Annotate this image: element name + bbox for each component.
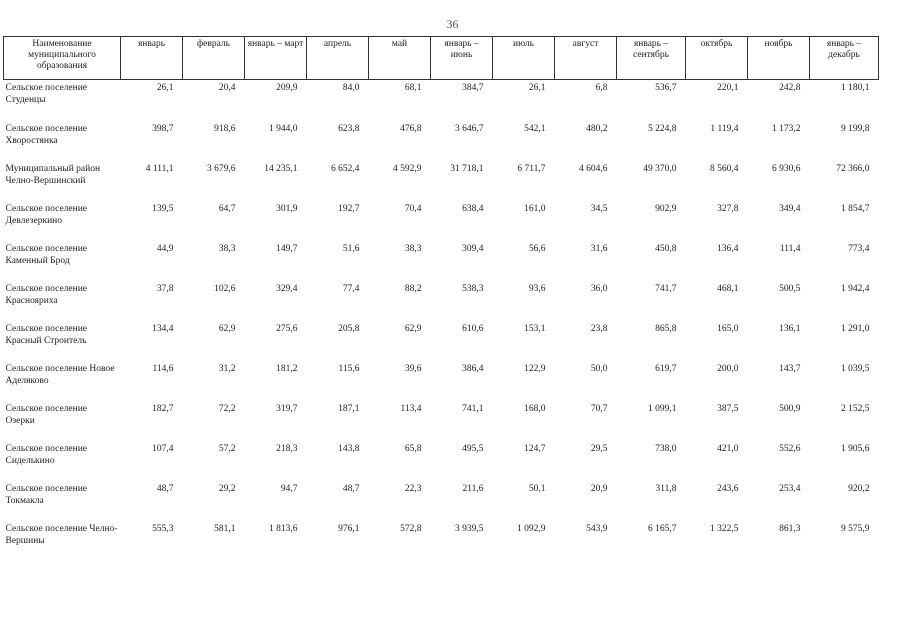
column-header-month: октябрь [686,37,748,80]
table-cell-value: 301,9 [276,204,298,214]
table-cell-value: 920,2 [848,484,870,494]
table-cell-value: 741,1 [462,404,484,414]
table-cell-value: 37,8 [156,284,174,294]
municipality-name: Сельское поселение Краснояриха [5,284,88,306]
column-header-month: январь – март [245,37,307,80]
data-table [3,36,879,563]
table-cell-value: 181,2 [276,364,298,374]
table-cell-value: 918,6 [214,124,236,134]
table-cell-value: 902,9 [655,204,677,214]
table-row [4,403,879,443]
header-row [4,37,879,80]
table-cell-value: 275,6 [276,324,298,334]
municipality-name: Сельское поселение Челно-Вершины [5,524,118,546]
table-cell-value: 51,6 [342,244,360,254]
table-cell-value: 6 930,6 [772,164,801,174]
table-cell-value: 309,4 [462,244,484,254]
table-cell-value: 1 119,4 [710,124,739,134]
table-cell-value: 62,9 [218,324,236,334]
table-cell-value: 1 291,0 [841,324,870,334]
table-cell-value: 1 944,0 [269,124,298,134]
table-row [4,323,879,363]
table-cell-value: 311,8 [655,484,677,494]
table-row [4,363,879,403]
municipality-name: Сельское поселение Красный Строитель [5,324,88,346]
table-cell-value: 70,7 [590,404,608,414]
table-cell-value: 77,4 [342,284,360,294]
table-cell-value: 500,5 [779,284,801,294]
table-cell-value: 6 652,4 [331,164,360,174]
table-cell-value: 64,7 [218,204,236,214]
table-cell-value: 149,7 [276,244,298,254]
column-header-name: Наименование муниципального образования [4,37,121,80]
municipality-name: Сельское поселение Озерки [5,404,88,426]
table-cell-value: 1 813,6 [269,524,298,534]
table-cell-value: 1 322,5 [710,524,739,534]
table-cell-value: 115,6 [338,364,360,374]
table-cell-value: 349,4 [779,204,801,214]
table-cell-value: 136,1 [779,324,801,334]
table-cell-value: 384,7 [462,83,484,93]
municipality-name: Сельское поселение Токмакла [5,484,88,506]
table-cell-value: 20,4 [218,83,236,93]
table-cell-value: 113,4 [400,404,422,414]
table-cell-value: 50,0 [590,364,608,374]
table-cell-value: 638,4 [462,204,484,214]
table-cell-value: 38,3 [218,244,236,254]
table-cell-value: 398,7 [152,124,174,134]
table-cell-value: 2 152,5 [841,404,870,414]
table-cell-value: 581,1 [214,524,236,534]
table-cell-value: 8 560,4 [710,164,739,174]
column-header-month: январь – декабрь [810,37,879,80]
table-cell-value: 623,8 [338,124,360,134]
table-cell-value: 165,0 [717,324,739,334]
table-cell-value: 65,8 [404,444,422,454]
table-cell-value: 136,4 [717,244,739,254]
table-cell-value: 111,4 [779,244,801,254]
table-cell-value: 14 235,1 [264,164,298,174]
table-row [4,203,879,243]
table-cell-value: 6,8 [595,83,608,93]
table-cell-value: 143,7 [779,364,801,374]
table-cell-value: 26,1 [528,83,546,93]
table-cell-value: 153,1 [524,324,546,334]
table-cell-value: 542,1 [524,124,546,134]
table-cell-value: 538,3 [462,284,484,294]
table-cell-value: 552,6 [779,444,801,454]
municipality-name: Сельское поселение Каменный Брод [5,244,88,266]
table-cell-value: 102,6 [214,284,236,294]
table-cell-value: 23,8 [590,324,608,334]
table-cell-value: 741,7 [655,284,677,294]
table-row [4,123,879,163]
column-header-month: январь – июнь [431,37,493,80]
table-cell-value: 48,7 [342,484,360,494]
table-cell-value: 62,9 [404,324,422,334]
table-cell-value: 468,1 [717,284,739,294]
table-cell-value: 738,0 [655,444,677,454]
table-cell-value: 34,5 [590,204,608,214]
column-header-month: апрель [307,37,369,80]
column-header-month: май [369,37,431,80]
table-cell-value: 1 092,9 [517,524,546,534]
table-cell-value: 72,2 [218,404,236,414]
table-cell-value: 319,7 [276,404,298,414]
table-cell-value: 50,1 [528,484,546,494]
table-cell-value: 1 905,6 [841,444,870,454]
table-cell-value: 26,1 [156,83,174,93]
municipality-name: Сельское поселение Новое Аделяково [5,364,115,386]
table-row [4,243,879,283]
table-body [4,80,879,564]
table-cell-value: 134,4 [152,324,174,334]
table-cell-value: 139,5 [152,204,174,214]
table-cell-value: 44,9 [156,244,174,254]
table-cell-value: 1 099,1 [648,404,677,414]
table-cell-value: 861,3 [779,524,801,534]
table-cell-value: 500,9 [779,404,801,414]
table-cell-value: 38,3 [404,244,422,254]
column-header-month: ноябрь [748,37,810,80]
table-cell-value: 253,4 [779,484,801,494]
column-header-month: январь [121,37,183,80]
table-cell-value: 421,0 [717,444,739,454]
table-row [4,163,879,203]
table-cell-value: 205,8 [338,324,360,334]
column-header-month: август [555,37,617,80]
table-row [4,483,879,523]
table-cell-value: 555,3 [152,524,174,534]
table-cell-value: 36,0 [590,284,608,294]
table-cell-value: 9 199,8 [841,124,870,134]
table-cell-value: 1 854,7 [841,204,870,214]
table-cell-value: 387,5 [717,404,739,414]
table-cell-value: 6 165,7 [648,524,677,534]
table-cell-value: 143,8 [338,444,360,454]
column-header-month: февраль [183,37,245,80]
table-cell-value: 124,7 [524,444,546,454]
table-cell-value: 495,5 [462,444,484,454]
table-cell-value: 56,6 [528,244,546,254]
table-cell-value: 218,3 [276,444,298,454]
table-cell-value: 6 711,7 [517,164,546,174]
column-header-month: июль [493,37,555,80]
table-cell-value: 220,1 [717,83,739,93]
table-cell-value: 3 679,6 [207,164,236,174]
table-cell-value: 450,8 [655,244,677,254]
table-cell-value: 84,0 [342,83,360,93]
table-cell-value: 865,8 [655,324,677,334]
table-cell-value: 114,6 [152,364,174,374]
table-cell-value: 211,6 [462,484,484,494]
table-cell-value: 1 180,1 [841,83,870,93]
table-cell-value: 72 366,0 [836,164,870,174]
column-header-month: январь – сентябрь [617,37,686,80]
table-cell-value: 5 224,8 [648,124,677,134]
municipality-name: Муниципальный район Челно-Вершинский [5,164,101,186]
table-cell-value: 476,8 [400,124,422,134]
table-cell-value: 29,2 [218,484,236,494]
table-cell-value: 543,9 [586,524,608,534]
table-cell-value: 20,9 [590,484,608,494]
table-cell-value: 49 370,0 [643,164,677,174]
table-cell-value: 200,0 [717,364,739,374]
table-row [4,80,879,124]
table-cell-value: 9 575,9 [841,524,870,534]
table-cell-value: 94,7 [280,484,298,494]
table-cell-value: 572,8 [400,524,422,534]
table-cell-value: 68,1 [404,83,422,93]
table-cell-value: 22,3 [404,484,422,494]
municipality-name: Сельское поселение Девлезеркино [5,204,88,226]
municipality-name: Сельское поселение Хворостянка [5,124,88,146]
table-cell-value: 122,9 [524,364,546,374]
municipality-name: Сельское поселение Студенцы [5,83,88,105]
table-cell-value: 48,7 [156,484,174,494]
table-cell-value: 4 111,1 [145,164,174,174]
table-cell-value: 31,6 [590,244,608,254]
table-cell-value: 327,8 [717,204,739,214]
table-cell-value: 1 942,4 [841,284,870,294]
table-cell-value: 610,6 [462,324,484,334]
table-cell-value: 386,4 [462,364,484,374]
table-cell-value: 39,6 [404,364,422,374]
table-cell-value: 329,4 [276,284,298,294]
table-row [4,523,879,563]
table-cell-value: 168,0 [524,404,546,414]
table-cell-value: 192,7 [338,204,360,214]
table-cell-value: 619,7 [655,364,677,374]
table-cell-value: 107,4 [152,444,174,454]
table-cell-value: 480,2 [586,124,608,134]
municipality-name: Сельское поселение Сиделькино [5,444,88,466]
table-row [4,283,879,323]
table-cell-value: 182,7 [152,404,174,414]
table-cell-value: 536,7 [655,83,677,93]
table-cell-value: 976,1 [338,524,360,534]
table-header [4,37,879,80]
table-cell-value: 1 039,5 [841,364,870,374]
table-cell-value: 243,6 [717,484,739,494]
data-table-container [3,36,879,563]
table-cell-value: 4 604,6 [579,164,608,174]
table-cell-value: 4 592,9 [393,164,422,174]
table-cell-value: 31 718,1 [450,164,484,174]
table-cell-value: 3 646,7 [455,124,484,134]
table-cell-value: 29,5 [590,444,608,454]
page-number: 36 [446,17,459,31]
table-row [4,443,879,483]
table-cell-value: 1 173,2 [772,124,801,134]
table-cell-value: 31,2 [218,364,236,374]
table-cell-value: 93,6 [528,284,546,294]
table-cell-value: 209,9 [276,83,298,93]
table-cell-value: 57,2 [218,444,236,454]
table-cell-value: 161,0 [524,204,546,214]
table-cell-value: 242,8 [779,83,801,93]
table-cell-value: 773,4 [848,244,870,254]
table-cell-value: 187,1 [338,404,360,414]
table-cell-value: 3 939,5 [455,524,484,534]
table-cell-value: 88,2 [404,284,422,294]
table-cell-value: 70,4 [404,204,422,214]
